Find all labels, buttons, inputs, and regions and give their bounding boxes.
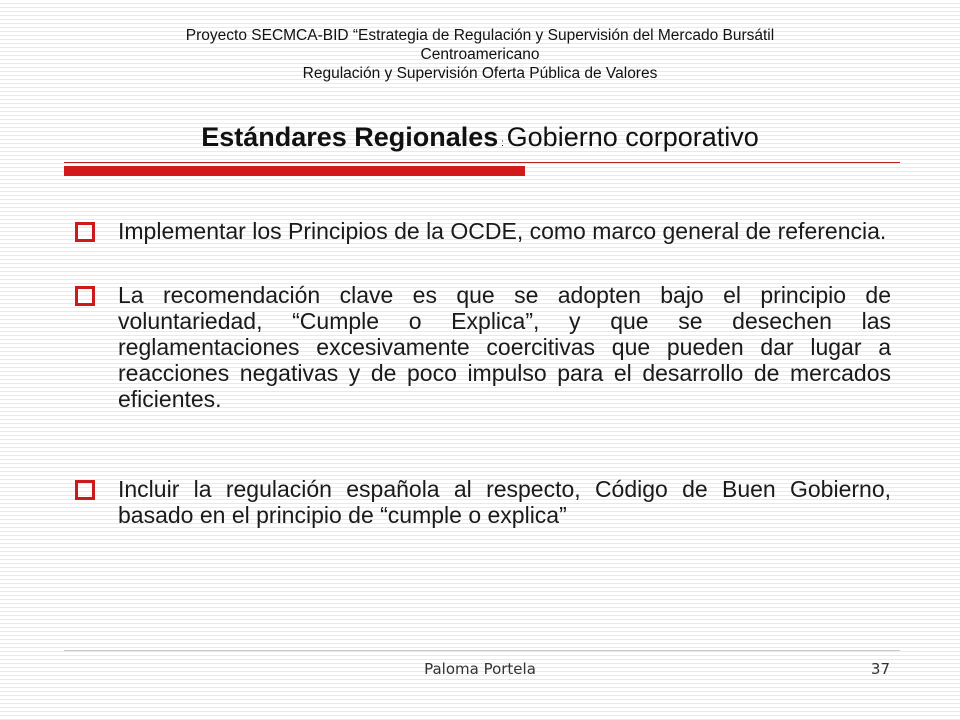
footer-divider bbox=[64, 650, 900, 651]
hollow-square-bullet-icon bbox=[75, 222, 95, 242]
bullet-item bbox=[73, 282, 891, 412]
slide-header bbox=[60, 26, 900, 83]
title-separator: : bbox=[498, 138, 507, 149]
header-line-1: Proyecto SECMCA-BID “Estrategia de Regulación y Supervisión del Mercado Bursátil bbox=[185, 27, 775, 44]
bullet-list bbox=[73, 218, 891, 528]
hollow-square-bullet-icon bbox=[75, 286, 95, 306]
title-rest: Gobierno corporativo bbox=[506, 122, 759, 152]
hollow-square-bullet-icon bbox=[75, 480, 95, 500]
bullet-text: Incluir la regulación española al respecto, Código de Buen Gobierno, basado en el principio de “cumple o explica” bbox=[118, 476, 891, 528]
bullet-text: La recomendación clave es que se adopten bajo el principio de voluntariedad, “Cumple o Explica”, y que se desechen las reglamentaciones excesivamente coercitivas que pueden dar lugar a reacciones negativas y de poco impulso para el desarrollo de mercados eficientes. bbox=[118, 282, 891, 412]
bullet-item bbox=[73, 476, 891, 528]
header-line-2: Centroamericano bbox=[420, 46, 540, 63]
bullet-item bbox=[73, 218, 891, 244]
title-divider-accent bbox=[64, 166, 525, 176]
footer-author: Paloma Portela bbox=[424, 660, 536, 678]
title-bold: Estándares Regionales bbox=[201, 122, 499, 152]
page-number: 37 bbox=[870, 660, 890, 678]
title-divider-thin bbox=[64, 162, 900, 163]
header-line-3: Regulación y Supervisión Oferta Pública de Valores bbox=[302, 65, 658, 82]
slide-title bbox=[60, 119, 900, 162]
bullet-text: Implementar los Principios de la OCDE, como marco general de referencia. bbox=[118, 218, 887, 244]
